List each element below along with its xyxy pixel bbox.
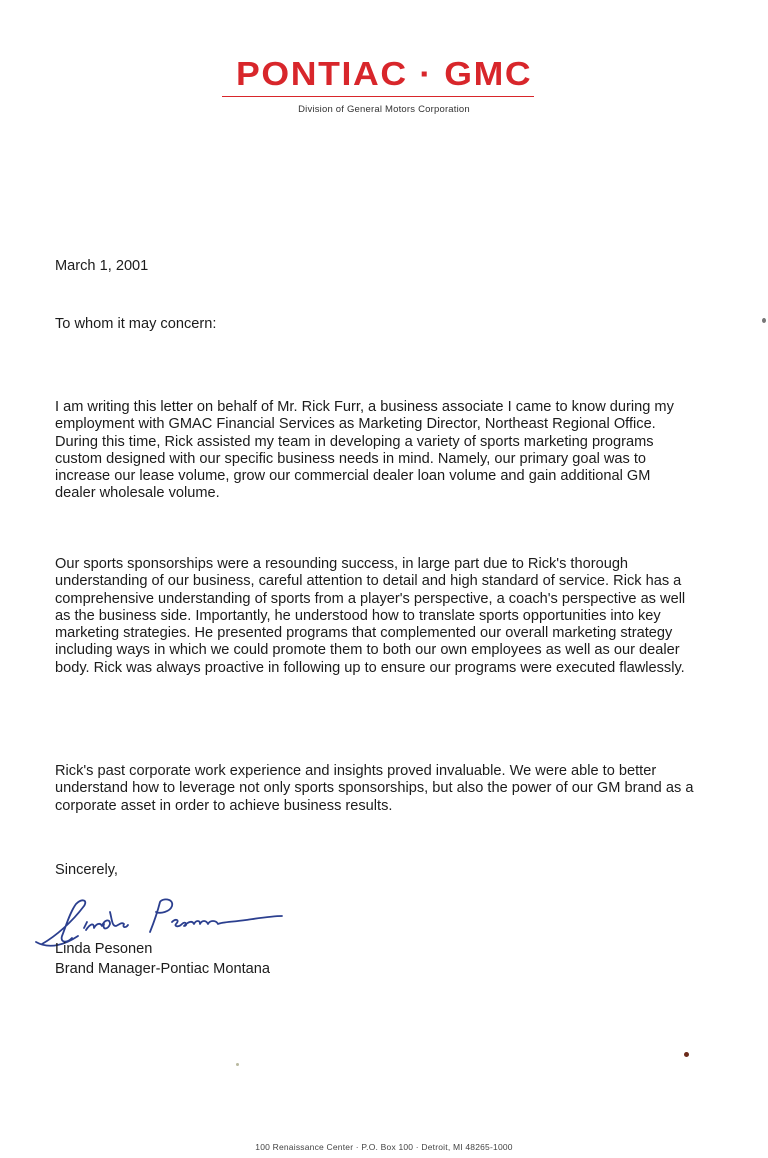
body-paragraph-1: I am writing this letter on behalf of Mr. Rick Furr, a business associate I came to know during my employment with GMAC Financial Services as Marketing Director, Northeast Regional Office. During this time, Rick assisted my team in developing a variety of sports marketing programs custom designed with our specific business needs in mind. Namely, our primary goal was to increase our lease volume, grow our commercial dealer loan volume and gain additional GM dealer wholesale volume. xyxy=(55,399,674,502)
paper-speck xyxy=(236,1063,239,1066)
letter-date: March 1, 2001 xyxy=(55,258,149,274)
signer-title: Brand Manager-Pontiac Montana xyxy=(55,961,270,977)
body-paragraph-2: Our sports sponsorships were a resounding success, in large part due to Rick's thorough understanding of our business, careful attention to detail and high standard of service. Rick has a comprehensive understanding of sports from a player's perspective, a coach's perspective as well as the business side. Importantly, he understood how to translate sports opportunities into key marketing strategies. He presented programs that complemented our overall marketing strategy including ways in which we could promote them to both our own employees as well as our dealer body. Rick was always proactive in following up to ensure our programs were executed flawlessly. xyxy=(55,556,686,676)
body-paragraph-3: Rick's past corporate work experience and insights proved invaluable. We were able to better understand how to leverage not only sports sponsorships, but also the power of our GM brand as a corporate asset in order to achieve business results. xyxy=(55,763,694,814)
salutation: To whom it may concern: xyxy=(55,316,217,332)
paper-speck xyxy=(684,1052,689,1057)
brand-underline xyxy=(222,96,534,97)
paper-speck xyxy=(762,318,766,323)
footer-address: 100 Renaissance Center · P.O. Box 100 · Detroit, MI 48265-1000 xyxy=(255,1142,513,1152)
brand-logo: PONTIAC · GMC xyxy=(235,55,533,92)
letterhead xyxy=(0,56,768,115)
signature-text: Linda Pesonen xyxy=(32,951,46,953)
division-line: Division of General Motors Corporation xyxy=(298,104,470,115)
closing: Sincerely, xyxy=(55,862,118,878)
signer-name: Linda Pesonen xyxy=(55,941,153,957)
